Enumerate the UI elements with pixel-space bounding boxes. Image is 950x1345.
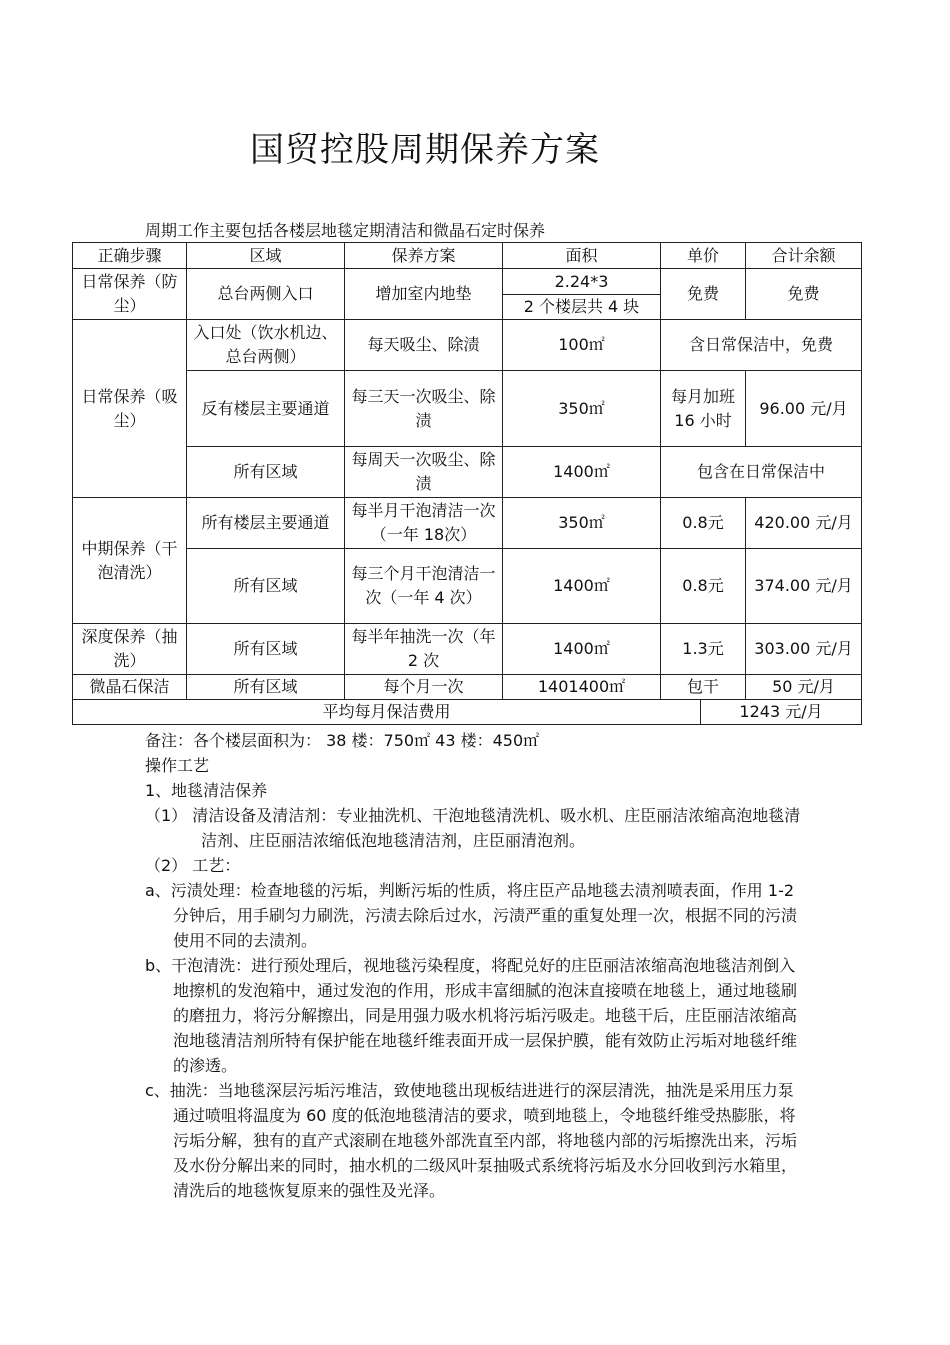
price-cell: 免费 [661,269,746,320]
table-row [73,624,862,675]
equipment-paragraph: （1） 清洁设备及清洁剂：专业抽洗机、干泡地毯清洗机、吸水机、庄臣丽洁浓缩高泡地毯清洁剂、庄臣丽洁浓缩低泡地毯清洁剂，庄臣丽清泡剂。 [145,806,801,850]
size-cell: 1400㎡ [503,447,661,498]
price-cell: 0.8元 [661,549,746,624]
header-cell: 区域 [187,243,345,269]
size-cell: 1400㎡ [503,549,661,624]
plan-cell: 每个月一次 [345,675,503,700]
area-cell: 所有楼层主要通道 [187,498,345,549]
plan-cell: 每三个月干泡清洁一次（一年 4 次） [345,549,503,624]
table-row [73,498,862,549]
area-cell: 总台两侧入口 [187,269,345,320]
plan-cell: 每天吸尘、除渍 [345,320,503,371]
area-cell: 反有楼层主要通道 [187,371,345,447]
price-cell: 0.8元 [661,498,746,549]
area-cell: 所有区域 [187,447,345,498]
page-title: 国贸控股周期保养方案 [250,130,600,170]
size-cell: 350㎡ [503,371,661,447]
table-row [73,675,862,700]
intro-text: 周期工作主要包括各楼层地毯定期清洁和微晶石定时保养 [145,221,546,240]
area-cell: 所有区域 [187,549,345,624]
table-row [73,269,862,295]
plan-cell: 每半年抽洗一次（年 2 次 [345,624,503,675]
area-cell: 所有区域 [187,675,345,700]
size-cell: 2 个楼层共 4 块 [503,295,661,320]
size-cell: 1401400㎡ [503,675,661,700]
plan-cell: 每半月干泡清洁一次（一年 18次） [345,498,503,549]
technique-heading: （2） 工艺： [145,856,241,875]
table-header-row [73,243,862,269]
total-cell: 420.00 元/月 [746,498,862,549]
total-cell: 374.00 元/月 [746,549,862,624]
merged-price-cell: 含日常保洁中，免费 [661,320,862,371]
price-cell: 包干 [661,675,746,700]
table-row [73,371,862,447]
size-cell: 100㎡ [503,320,661,371]
total-cell: 96.00 元/月 [746,371,862,447]
section-heading: 1、地毯清洁保养 [145,781,268,800]
step-cell: 微晶石保洁 [73,675,187,700]
merged-price-cell: 包含在日常保洁中 [661,447,862,498]
stain-treatment-paragraph: a、污渍处理：检查地毯的污垢，判断污垢的性质，将庄臣产品地毯去渍剂喷表面，作用 1-2 分钟后，用手刷匀力刷洗，污渍去除后过水，污渍严重的重复处理一次，根据不同的污渍使用不同的去渍剂。 [145,881,798,950]
total-cell: 303.00 元/月 [746,624,862,675]
summary-total-cell: 1243 元/月 [701,700,862,725]
area-cell: 所有区域 [187,624,345,675]
header-cell: 单价 [661,243,746,269]
plan-cell: 每周天一次吸尘、除渍 [345,447,503,498]
header-cell: 面积 [503,243,661,269]
step-cell: 日常保养（吸尘） [73,320,187,498]
table-row [73,447,862,498]
total-cell: 免费 [746,269,862,320]
step-cell: 中期保养（干泡清洗） [73,498,187,624]
table-row [73,549,862,624]
price-cell: 每月加班 16 小时 [661,371,746,447]
header-cell: 正确步骤 [73,243,187,269]
area-cell: 入口处（饮水机边、总台两侧） [187,320,345,371]
table-row [73,320,862,371]
area-remark: 备注：各个楼层面积为： 38 楼：750㎡ 43 楼：450㎡ [145,731,540,750]
dry-foam-paragraph: b、干泡清洗：进行预处理后，视地毯污染程度，将配兑好的庄臣丽洁浓缩高泡地毯洁剂倒入地擦机的发泡箱中，通过发泡的作用，形成丰富细腻的泡沫直接喷在地毯上，通过地毯刷的磨扭力，将污分解擦出，同是用强力吸水机将污垢污吸走。地毯干后，庄臣丽洁浓缩高泡地毯清洁剂所特有保护能在地毯纤维表面开成一层保护膜，能有效防止污垢对地毯纤维的渗透。 [145,956,798,1075]
header-cell: 合计余额 [746,243,862,269]
maintenance-table [72,242,862,725]
notes-section [145,728,805,1203]
extraction-paragraph: c、抽洗：当地毯深层污垢污堆洁，致使地毯出现板结进进行的深层清洗，抽洗是采用压力泵通过喷咀将温度为 60 度的低泡地毯清洁的要求，喷到地毯上，令地毯纤维受热膨胀，将污垢分解，独有的直产式滚刷在地毯外部洗直至内部，将地毯内部的污垢擦洗出来，污垢及水份分解出来的同时，抽水机的二级风叶泵抽吸式系统将污垢及水分回收到污水箱里，清洗后的地毯恢复原来的强性及光泽。 [145,1081,798,1200]
summary-label-cell: 平均每月保洁费用 [73,700,701,725]
price-cell: 1.3元 [661,624,746,675]
size-cell: 2.24*3 [503,269,661,295]
process-heading: 操作工艺 [145,756,210,775]
table-summary-row [73,700,862,725]
plan-cell: 每三天一次吸尘、除渍 [345,371,503,447]
step-cell: 深度保养（抽洗） [73,624,187,675]
step-cell: 日常保养（防尘） [73,269,187,320]
plan-cell: 增加室内地垫 [345,269,503,320]
size-cell: 350㎡ [503,498,661,549]
total-cell: 50 元/月 [746,675,862,700]
size-cell: 1400㎡ [503,624,661,675]
header-cell: 保养方案 [345,243,503,269]
